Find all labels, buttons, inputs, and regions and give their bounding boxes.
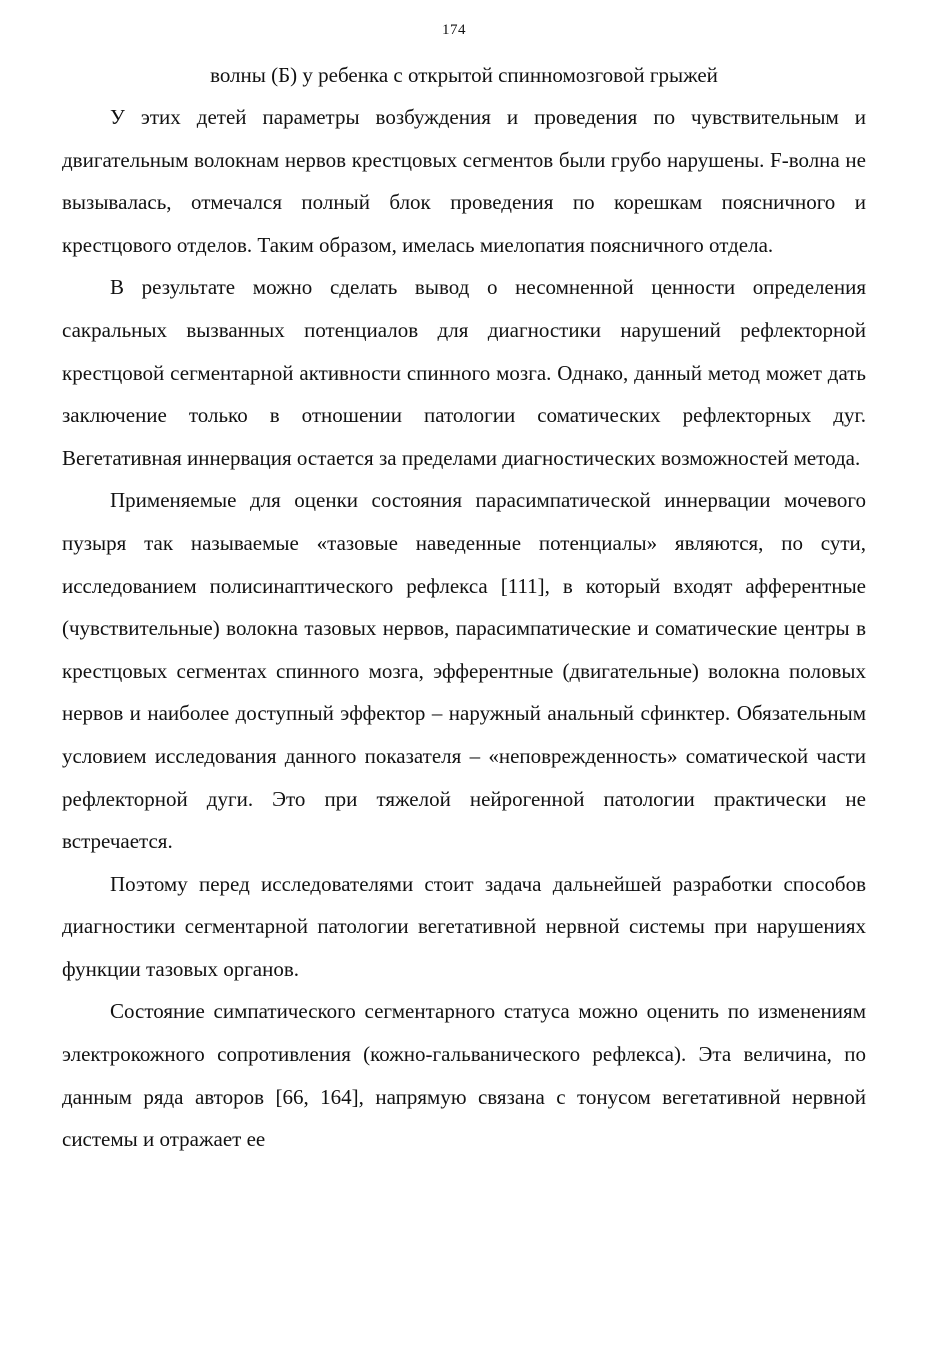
body-text xyxy=(62,96,866,1161)
page-number: 174 xyxy=(442,22,466,38)
paragraph: Применяемые для оценки состояния парасимпатической иннервации мочевого пузыря так называемые «тазовые наведенные потенциалы» являются, по сути, исследованием полисинаптического рефлекса [111], в который входят афферентные (чувствительные) волокна тазовых нервов, парасимпатические и соматические центры в крестцовых сегментах спинного мозга, эфферентные (двигательные) волокна половых нервов и наиболее доступный эффектор – наружный анальный сфинктер. Обязательным условием исследования данного показателя – «неповрежденность» соматической части рефлекторной дуги. Это при тяжелой нейрогенной патологии практически не встречается. xyxy=(62,488,866,854)
paragraph: Поэтому перед исследователями стоит задача дальнейшей разработки способов диагностики сегментарной патологии вегетативной нервной системы при нарушениях функции тазовых органов. xyxy=(62,871,866,981)
paragraph: В результате можно сделать вывод о несомненной ценности определения сакральных вызванных потенциалов для диагностики нарушений рефлекторной крестцовой сегментарной активности спинного мозга. Однако, данный метод может дать заключение только в отношении патологии соматических рефлекторных дуг. Вегетативная иннервация остается за пределами диагностических возможностей метода. xyxy=(62,275,866,470)
paragraph: Состояние симпатического сегментарного статуса можно оценить по изменениям электрокожного сопротивления (кожно-гальванического рефлекса). Эта величина, по данным ряда авторов [66, 164], напрямую связана с тонусом вегетативной нервной системы и отражает ее xyxy=(62,999,866,1152)
figure-caption: волны (Б) у ребенка с открытой спинномозговой грыжей xyxy=(210,63,718,87)
paragraph: У этих детей параметры возбуждения и проведения по чувствительным и двигательным волокнам нервов крестцовых сегментов были грубо нарушены. F-волна не вызывалась, отмечался полный блок проведения по корешкам поясничного и крестцового отделов. Таким образом, имелась миелопатия поясничного отдела. xyxy=(62,105,866,257)
